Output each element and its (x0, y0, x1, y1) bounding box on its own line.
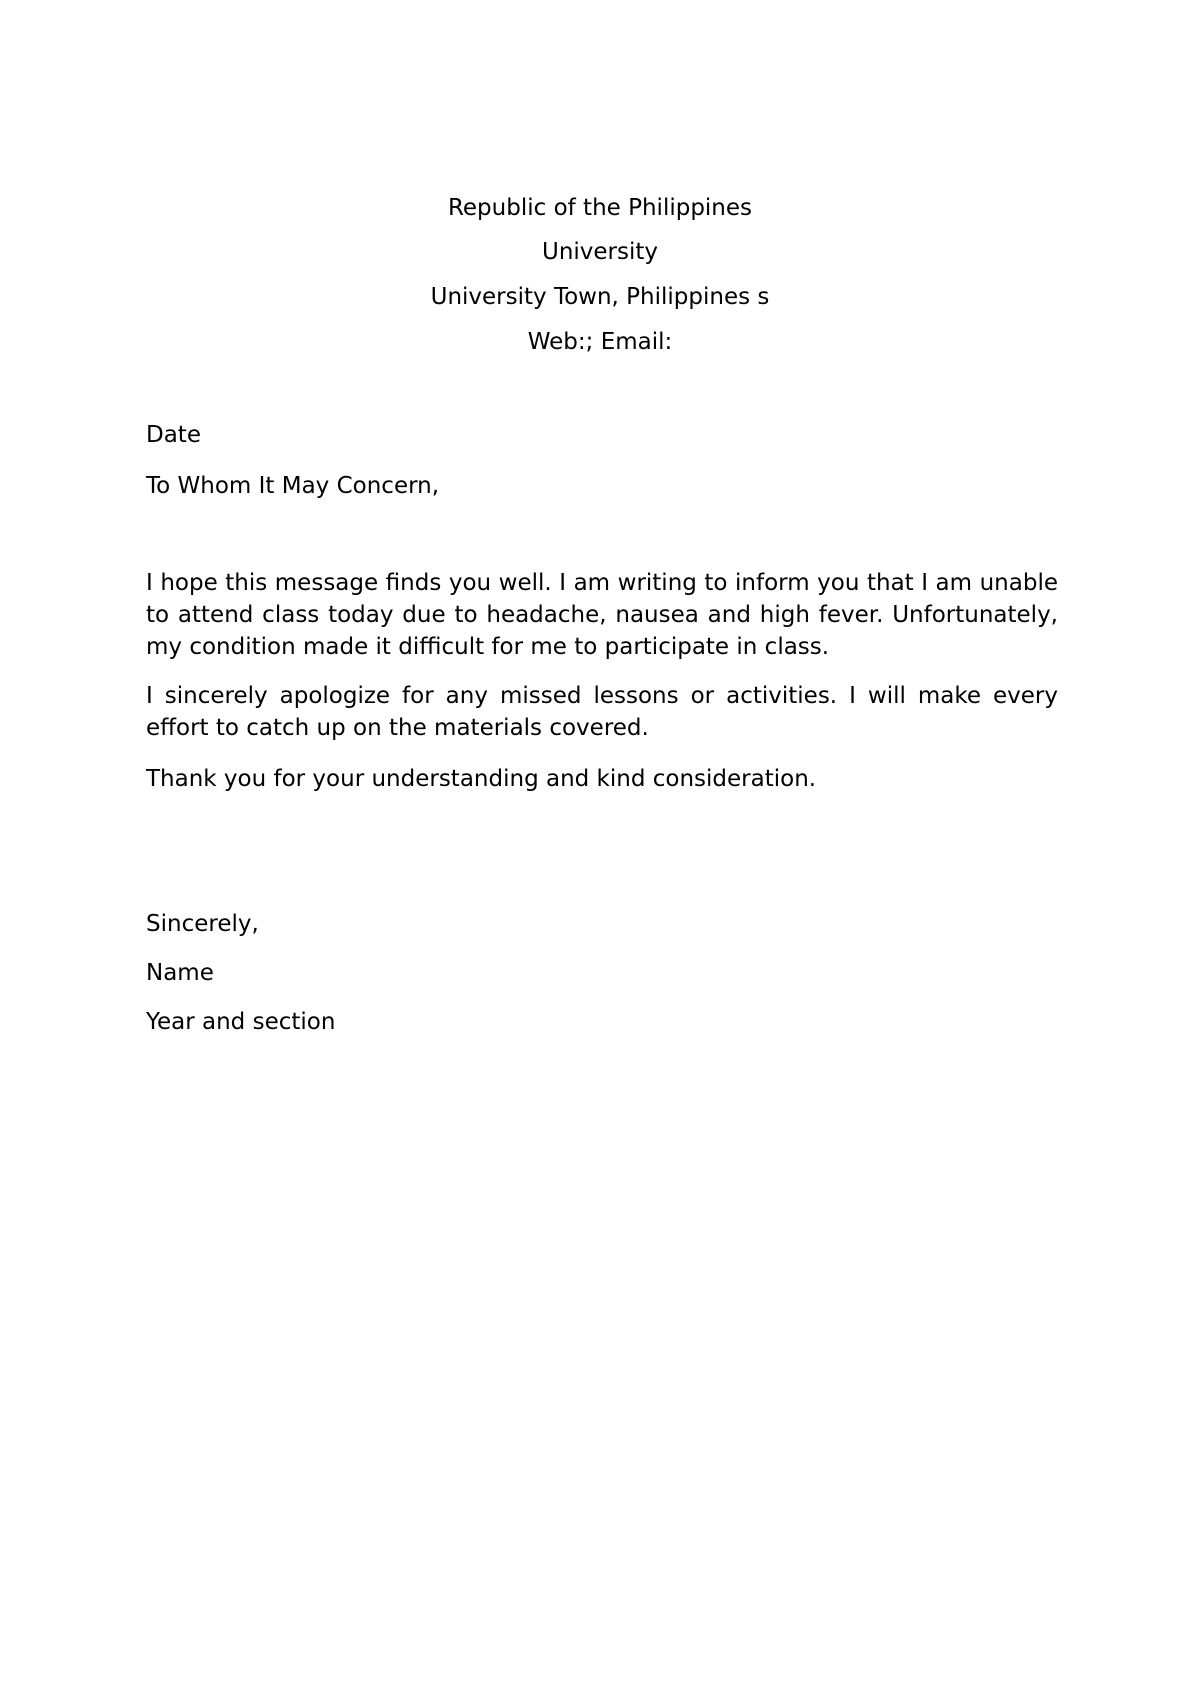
signature-name: Name (146, 960, 214, 986)
letterhead-contact: Web:; Email: (527, 329, 673, 355)
letter-closing: Sincerely, (146, 911, 259, 937)
letterhead-address: University Town, Philippines s (430, 284, 770, 310)
letter-salutation: To Whom It May Concern, (146, 473, 440, 499)
letterhead-university: University (541, 239, 659, 265)
letter-paragraph-2: I sincerely apologize for any missed lessons or activities. I will make every effort to catch up on the materials covered. (146, 683, 1058, 741)
letter-date: Date (146, 422, 201, 448)
letter-paragraph-1: I hope this message finds you well. I am writing to inform you that I am unable to attend class today due to headache, nausea and high fever. Unfortunately, my condition made it difficult for me to participate in class. (146, 570, 1058, 660)
signature-year-section: Year and section (146, 1009, 336, 1035)
letterhead-country: Republic of the Philippines (447, 195, 753, 221)
letter-paragraph-3: Thank you for your understanding and kind consideration. (146, 766, 817, 792)
